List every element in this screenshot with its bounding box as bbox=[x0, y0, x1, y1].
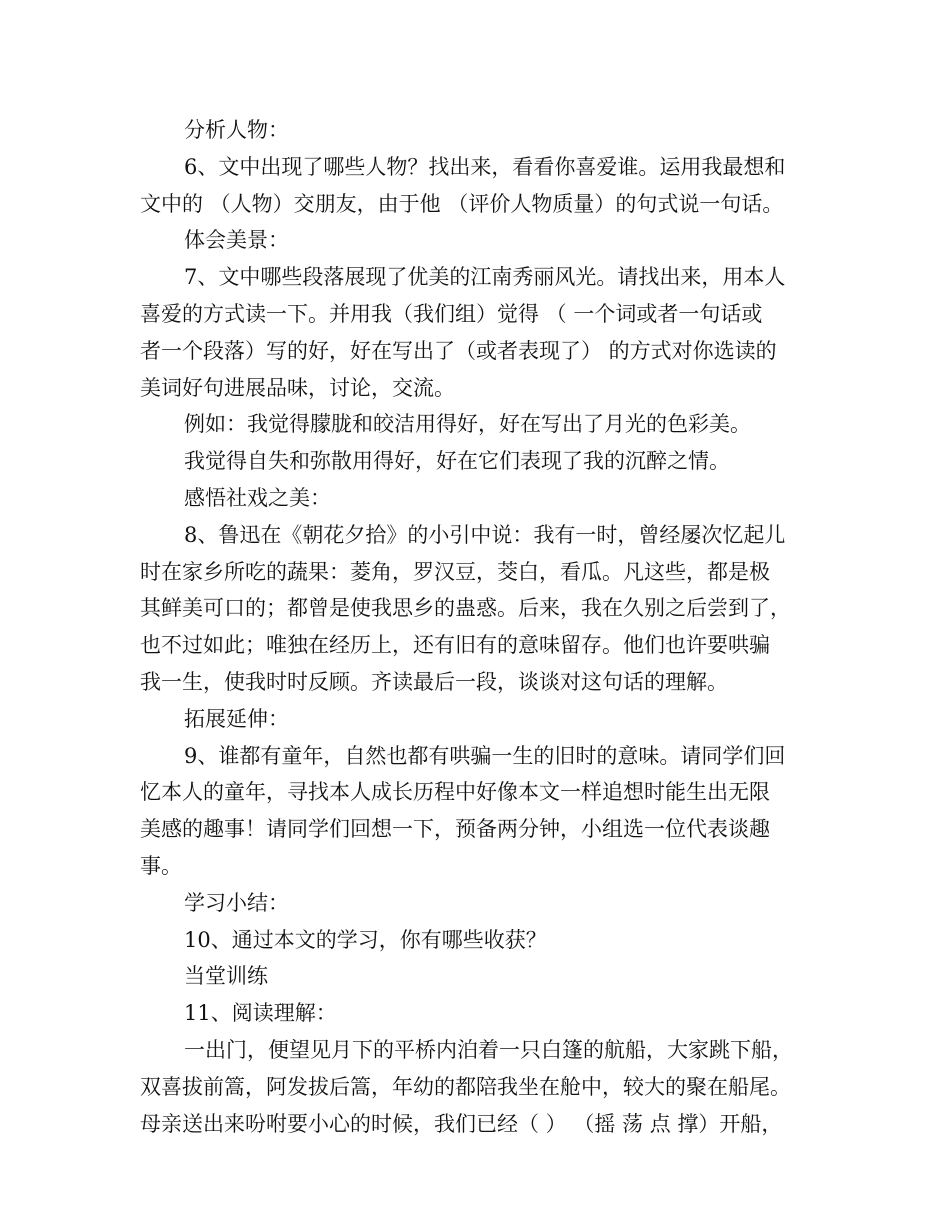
text-line: 10、通过本文的学习，你有哪些收获？ bbox=[184, 927, 547, 952]
text-line: 我一生，使我时时反顾。齐读最后一段，谈谈对这句话的理解。 bbox=[140, 669, 728, 694]
text-line: 感悟社戏之美： bbox=[184, 485, 331, 510]
text-line: 也不过如此；唯独在经历上，还有旧有的意味留存。他们也许要哄骗 bbox=[140, 633, 770, 658]
text-line: 体会美景： bbox=[184, 228, 289, 253]
text-line: 其鲜美可口的；都曾是使我思乡的蛊惑。后来，我在久别之后尝到了， bbox=[140, 596, 791, 621]
text-line: 母亲送出来吩咐要小心的时候，我们已经（ ） （摇 荡 点 撑）开船， bbox=[140, 1111, 783, 1136]
text-line: 当堂训练 bbox=[184, 964, 268, 989]
text-line: 我觉得自失和弥散用得好，好在它们表现了我的沉醉之情。 bbox=[184, 449, 730, 474]
text-line: 忆本人的童年，寻找本人成长历程中好像本文一样追想时能生出无限 bbox=[140, 780, 770, 805]
text-line: 拓展延伸： bbox=[184, 706, 289, 731]
text-line: 者一个段落）写的好，好在写出了（或者表现了） 的方式对你选读的 bbox=[140, 338, 777, 363]
text-line: 喜爱的方式读一下。并用我（我们组）觉得 （ 一个词或者一句话或 bbox=[140, 301, 763, 326]
text-line: 时在家乡所吃的蔬果：菱角，罗汉豆，茭白，看瓜。凡这些，都是极 bbox=[140, 559, 770, 584]
text-line: 美词好句进展品味，讨论，交流。 bbox=[140, 375, 455, 400]
text-line: 7、文中哪些段落展现了优美的江南秀丽风光。请找出来，用本人 bbox=[184, 265, 786, 290]
text-line: 文中的 （人物）交朋友，由于他 （评价人物质量）的句式说一句话。 bbox=[140, 191, 784, 216]
text-line: 学习小结： bbox=[184, 890, 289, 915]
text-line: 11、阅读理解： bbox=[184, 1001, 337, 1026]
text-line: 9、谁都有童年，自然也都有哄骗一生的旧时的意味。请同学们回 bbox=[184, 743, 786, 768]
text-line: 8、鲁迅在《朝花夕拾》的小引中说：我有一时，曾经屡次忆起儿 bbox=[184, 522, 786, 547]
text-line: 一出门，便望见月下的平桥内泊着一只白篷的航船，大家跳下船， bbox=[184, 1037, 793, 1062]
text-line: 双喜拔前篙，阿发拔后篙，年幼的都陪我坐在舱中，较大的聚在船尾。 bbox=[140, 1074, 791, 1099]
text-line: 例如：我觉得朦胧和皎洁用得好，好在写出了月光的色彩美。 bbox=[184, 412, 751, 437]
text-line: 6、文中出现了哪些人物？找出来，看看你喜爱谁。运用我最想和 bbox=[184, 154, 786, 179]
text-line: 美感的趣事！请同学们回想一下，预备两分钟，小组选一位代表谈趣 bbox=[140, 817, 770, 842]
document-body bbox=[140, 112, 812, 1142]
text-line: 分析人物： bbox=[184, 118, 289, 142]
text-line: 事。 bbox=[140, 853, 182, 878]
